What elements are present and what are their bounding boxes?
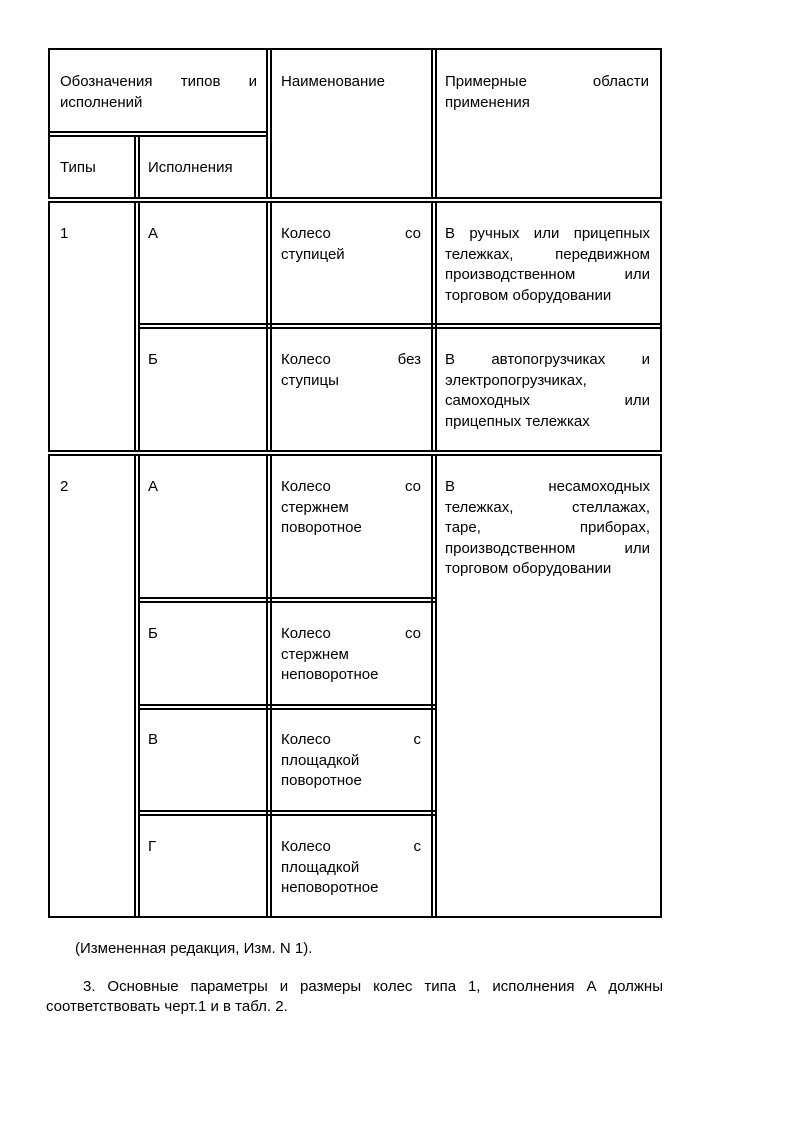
name-line: неповоротное [281, 879, 379, 896]
name-line: ступицей [281, 245, 345, 263]
name-line: Колесо со [281, 478, 421, 495]
name-line: Колесо со [281, 225, 421, 242]
name-line: стержнем [281, 498, 349, 516]
name-line: площадкой [281, 751, 360, 769]
amendment-note: (Измененная редакция, Изм. N 1). [75, 940, 313, 957]
areas-line: торговом оборудовании [445, 286, 612, 304]
name-line: неповоротное [281, 666, 379, 683]
cell-version: Б [148, 625, 158, 642]
areas-line: таре, приборах, [445, 519, 650, 536]
cell-version: Б [148, 351, 158, 368]
header-areas-line: Примерные области [445, 73, 649, 90]
header-areas-line: применения [445, 93, 530, 111]
areas-line: тележках, передвижном [445, 245, 650, 263]
paragraph-line: соответствовать черт.1 и в табл. 2. [46, 998, 288, 1015]
cell-type: 1 [60, 225, 69, 242]
cell-name [281, 837, 421, 899]
areas-line: производственном или [445, 266, 650, 283]
cell-type: 2 [60, 478, 69, 495]
areas-line: производственном или [445, 539, 650, 557]
name-line: Колесо с [281, 838, 421, 855]
areas-line: электропогрузчиках, [445, 371, 587, 389]
cell-version: А [148, 225, 159, 242]
name-line: площадкой [281, 858, 360, 876]
cell-name [281, 350, 421, 391]
areas-line: В автопогрузчиках и [445, 351, 650, 368]
name-line: Колесо с [281, 731, 421, 748]
areas-line: В ручных или прицепных [445, 225, 650, 242]
name-line: поворотное [281, 519, 362, 536]
areas-line: торговом оборудовании [445, 560, 612, 577]
name-line: стержнем [281, 645, 349, 663]
cell-version: В [148, 731, 159, 748]
cell-name [281, 477, 421, 539]
paragraph-line: 3. Основные параметры и размеры колес типа 1, исполнения А должны [83, 978, 663, 995]
cell-version: А [148, 478, 159, 495]
areas-line: В несамоходных [445, 478, 650, 495]
cell-areas [445, 477, 650, 580]
header-areas [445, 72, 649, 113]
name-line: ступицы [281, 371, 339, 389]
cell-name [281, 624, 421, 686]
areas-line: самоходных или [445, 392, 650, 409]
name-line: поворотное [281, 772, 362, 789]
name-line: Колесо без [281, 351, 421, 368]
header-name: Наименование [281, 73, 385, 90]
name-line: Колесо со [281, 625, 421, 642]
cell-areas [445, 350, 650, 432]
areas-line: прицепных тележках [445, 412, 590, 430]
areas-line: тележках, стеллажах, [445, 498, 650, 516]
header-designation [60, 72, 257, 113]
header-designation-line: Обозначения типов и [60, 73, 257, 90]
cell-name [281, 730, 421, 792]
header-types: Типы [60, 159, 96, 176]
header-versions: Исполнения [148, 159, 233, 176]
paragraph-3 [46, 977, 663, 1017]
header-designation-line: исполнений [60, 93, 143, 111]
cell-version: Г [148, 838, 157, 855]
cell-name [281, 224, 421, 265]
cell-areas [445, 224, 650, 306]
